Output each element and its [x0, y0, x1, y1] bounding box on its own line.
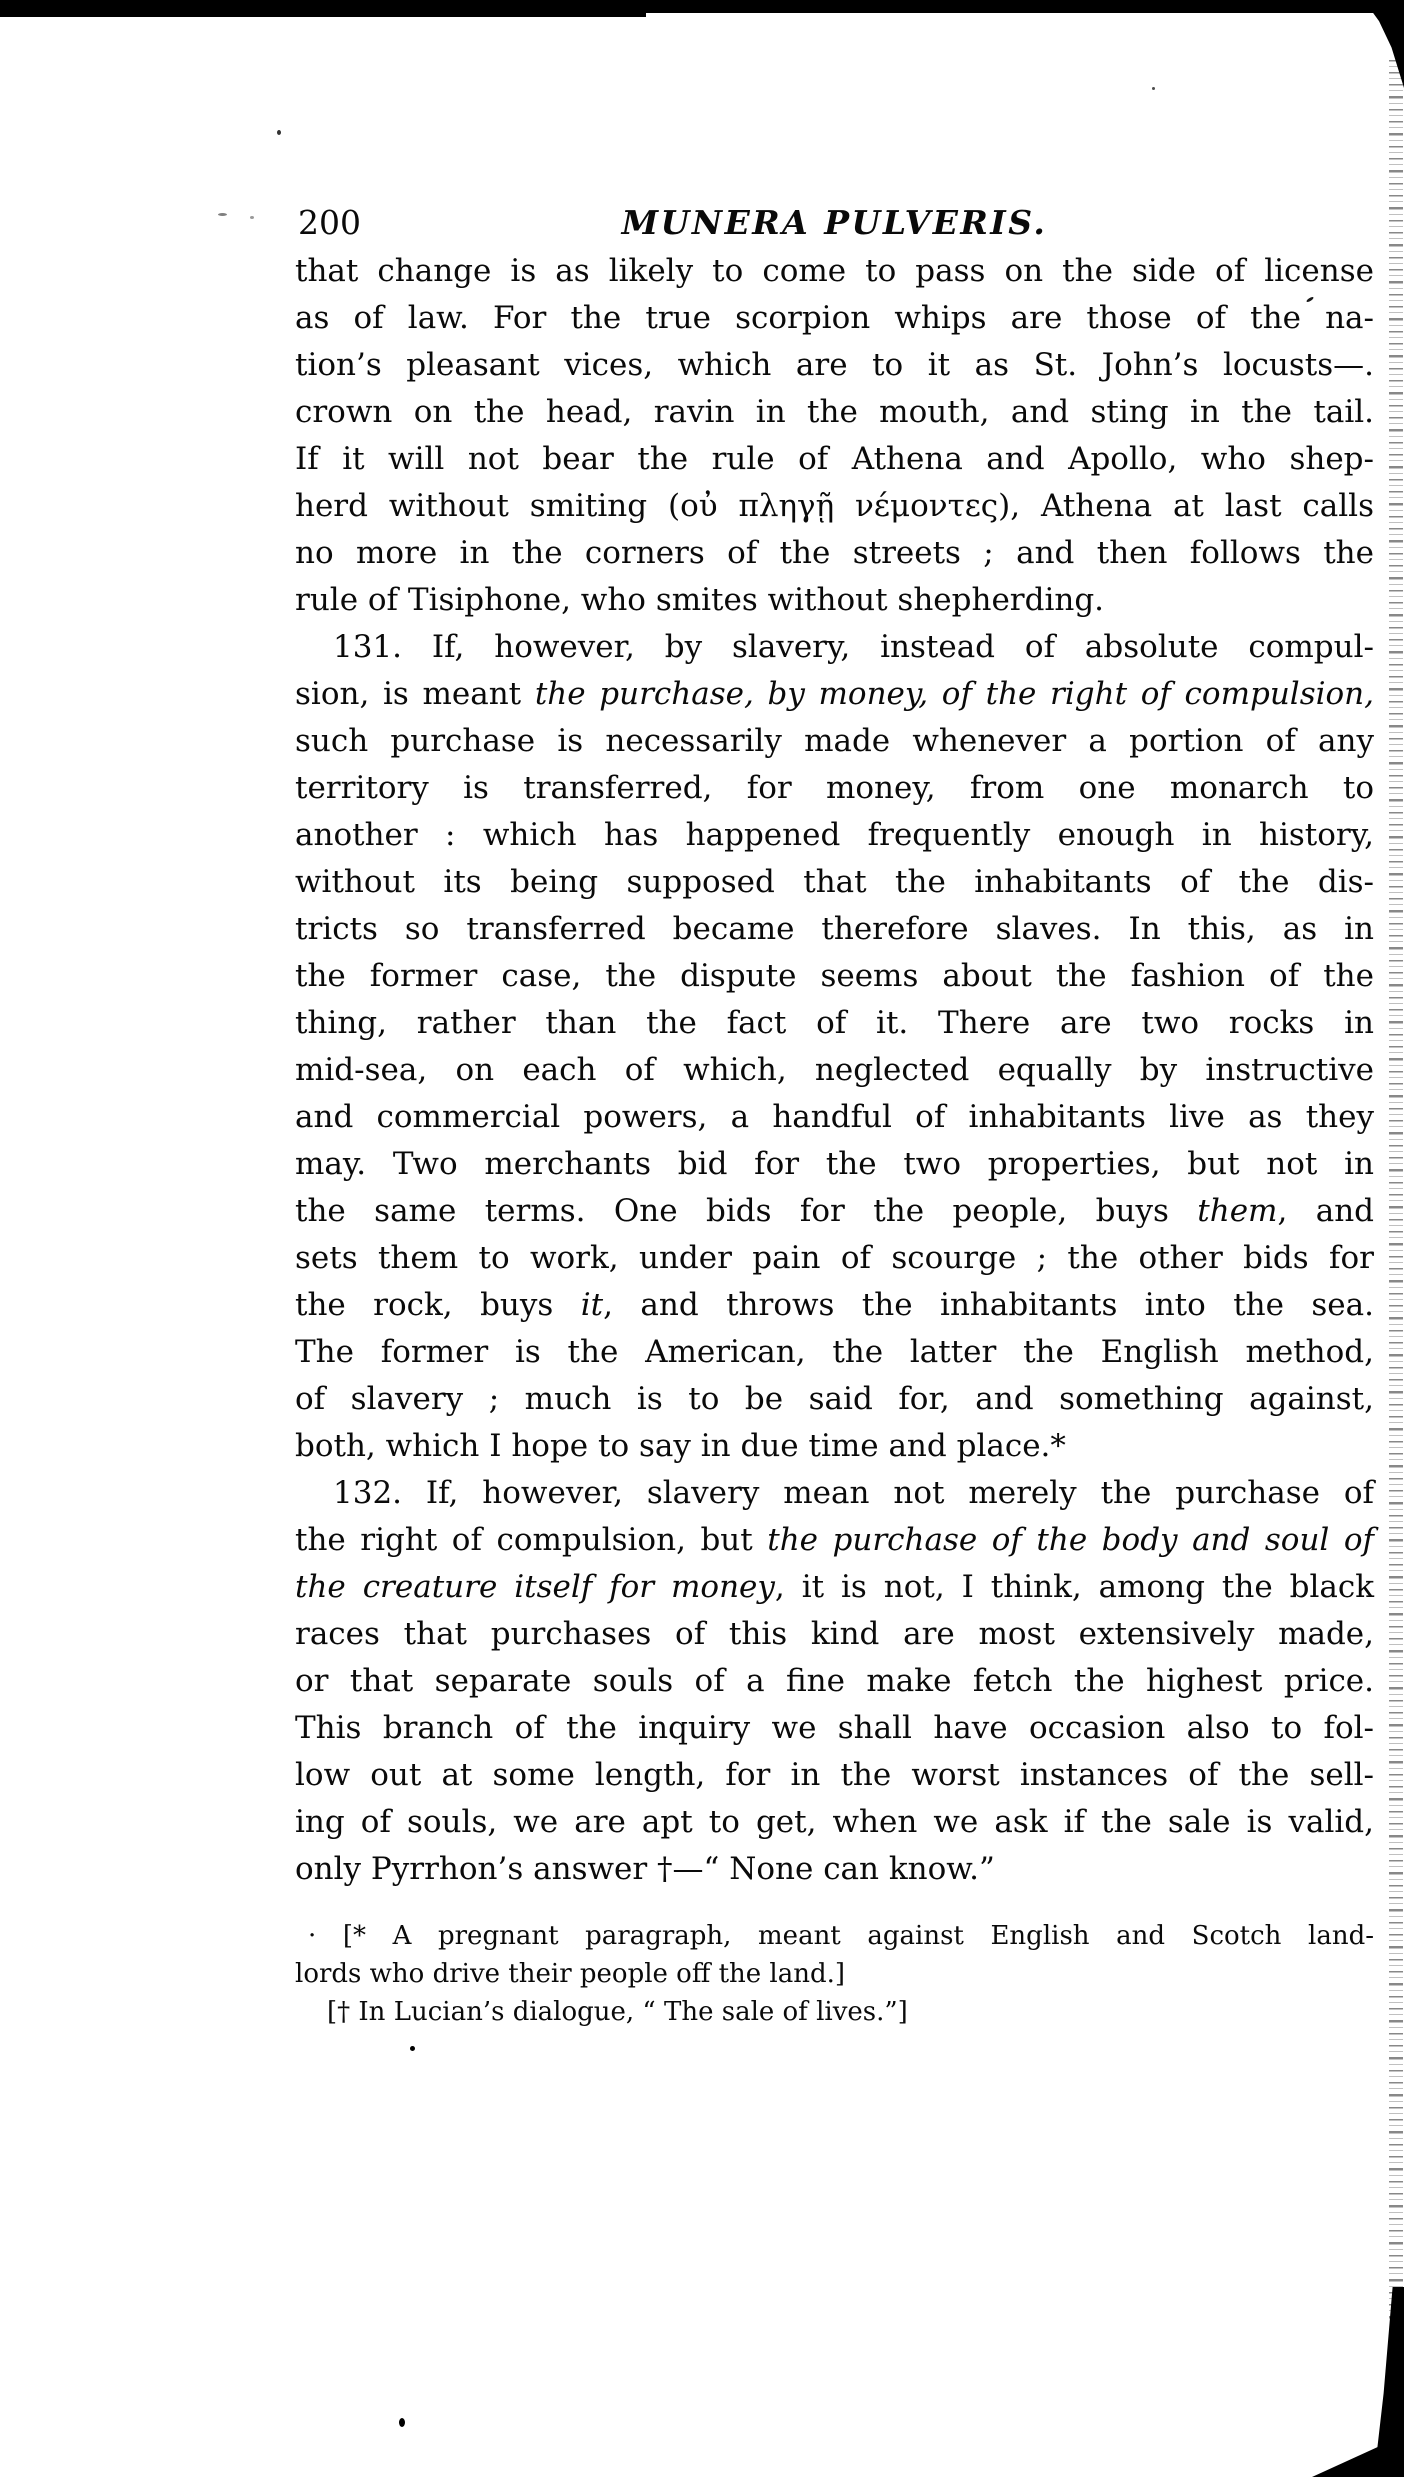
footnote-line: [† In Lucian’s dialogue, “ The sale of lives.”]: [327, 1997, 908, 2027]
text-line: as of law. For the true scorpion whips are those of the na-: [295, 300, 1374, 336]
text-line: the rock, buys it, and throws the inhabitants into the sea.: [295, 1287, 1374, 1323]
text-line: the creature itself for money, it is not, I think, among the black: [295, 1569, 1374, 1605]
text-line: may. Two merchants bid for the two properties, but not in: [295, 1146, 1374, 1182]
ink-speck: [1152, 87, 1155, 90]
text-line: 132. If, however, slavery mean not merely the purchase of: [333, 1475, 1374, 1511]
footnote-line: · [* A pregnant paragraph, meant against English and Scotch land-: [308, 1921, 1374, 1951]
text-line: 131. If, however, by slavery, instead of absolute compul-: [333, 629, 1374, 665]
text-line: herd without smiting (οὐ πληγῇ νέμοντες), Athena at last calls: [295, 488, 1374, 524]
ink-speck: [410, 2046, 415, 2051]
text-line: thing, rather than the fact of it. There are two rocks in: [295, 1005, 1374, 1041]
text-line: low out at some length, for in the worst instances of the sell-: [295, 1757, 1374, 1793]
text-line: tion’s pleasant vices, which are to it as St. John’s locusts—.: [295, 347, 1374, 383]
text-line: mid-sea, on each of which, neglected equally by instructive: [295, 1052, 1374, 1088]
text-line: tricts so transferred became therefore slaves. In this, as in: [295, 911, 1374, 947]
page-header: [0, 201, 1404, 247]
text-line: crown on the head, ravin in the mouth, and sting in the tail.: [295, 394, 1374, 430]
text-line: sion, is meant the purchase, by money, of the right of compulsion,: [295, 676, 1374, 712]
text-line: only Pyrrhon’s answer †—“ None can know.”: [295, 1851, 995, 1887]
body-text: [295, 248, 1374, 1893]
text-line: the same terms. One bids for the people, buys them, and: [295, 1193, 1374, 1229]
text-line: or that separate souls of a fine make fetch the highest price.: [295, 1663, 1374, 1699]
text-line: ing of souls, we are apt to get, when we ask if the sale is valid,: [295, 1804, 1374, 1840]
text-line: the right of compulsion, but the purchase of the body and soul of: [295, 1522, 1374, 1558]
ink-speck: [277, 130, 281, 135]
text-line: of slavery ; much is to be said for, and something against,: [295, 1381, 1374, 1417]
text-line: and commercial powers, a handful of inhabitants live as they: [295, 1099, 1374, 1135]
text-line: no more in the corners of the streets ; and then follows the: [295, 535, 1374, 571]
text-line: territory is transferred, for money, from one monarch to: [295, 770, 1374, 806]
text-line: such purchase is necessarily made whenever a portion of any: [295, 723, 1374, 759]
text-line: rule of Tisiphone, who smites without shepherding.: [295, 582, 1105, 618]
text-line: races that purchases of this kind are most extensively made,: [295, 1616, 1374, 1652]
footnotes: [295, 1917, 1374, 2031]
text-line: another : which has happened frequently enough in history,: [295, 817, 1374, 853]
scan-edge-top-left: [0, 0, 646, 17]
text-line: This branch of the inquiry we shall have occasion also to fol-: [295, 1710, 1374, 1746]
text-line: without its being supposed that the inhabitants of the dis-: [295, 864, 1374, 900]
text-line: If it will not bear the rule of Athena and Apollo, who shep-: [295, 441, 1374, 477]
text-line: The former is the American, the latter the English method,: [295, 1334, 1374, 1370]
text-line: sets them to work, under pain of scourge ; the other bids for: [295, 1240, 1374, 1276]
ink-speck: [399, 2418, 405, 2427]
running-title: MUNERA PULVERIS.: [621, 203, 1048, 242]
page-number: 200: [298, 203, 361, 242]
footnote-line: lords who drive their people off the land.]: [295, 1959, 846, 1989]
scan-corner-bottom-right: [1312, 2435, 1404, 2477]
text-line: that change is as likely to come to pass on the side of license: [295, 253, 1374, 289]
text-line: the former case, the dispute seems about the fashion of the: [295, 958, 1374, 994]
scan-noise-right: [1389, 60, 1403, 2320]
text-line: both, which I hope to say in due time and place.*: [295, 1428, 1066, 1464]
